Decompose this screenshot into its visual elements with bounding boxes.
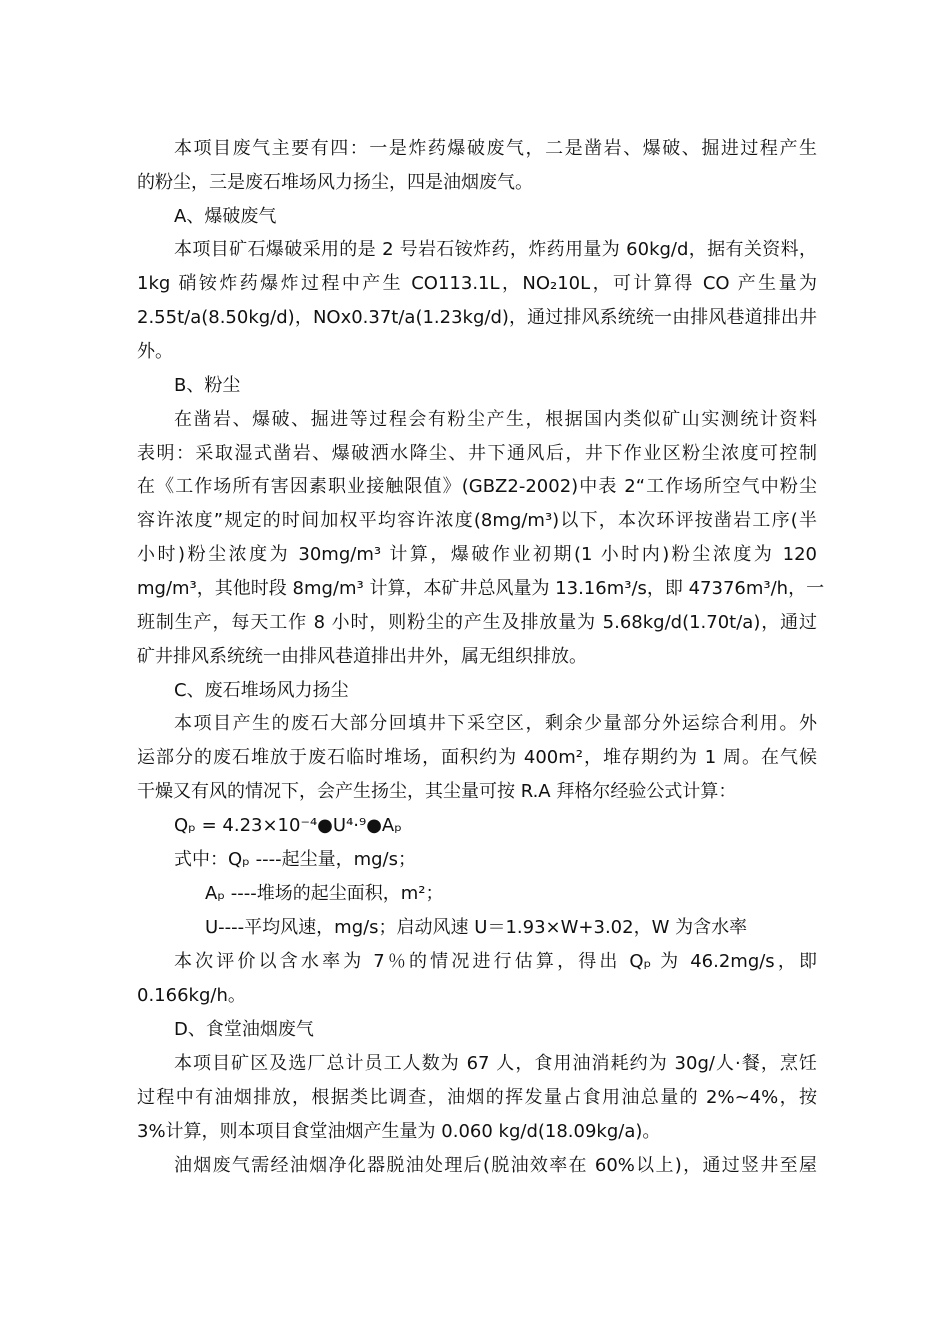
paragraph-c-line-3: 干燥又有风的情况下，会产生扬尘，其尘量可按 R.A 拜格尔经验公式计算： [137, 781, 737, 802]
paragraph-c-line-1: 本项目产生的废石大部分回填井下采空区，剩余少量部分外运综合利用。外 [174, 713, 817, 734]
paragraph-d-line-4: 油烟废气需经油烟净化器脱油处理后(脱油效率在 60%以上)，通过竖井至屋 [174, 1155, 817, 1176]
section-heading-a: A、爆破废气 [174, 206, 277, 227]
formula-where-line-1: 式中：Qₚ ----起尘量，mg/s； [174, 849, 416, 870]
paragraph-b-line-1: 在凿岩、爆破、掘进等过程会有粉尘产生，根据国内类似矿山实测统计资料 [174, 409, 817, 430]
paragraph-b-line-5: 小时)粉尘浓度为 30mg/m³ 计算，爆破作业初期(1 小时内)粉尘浓度为 120 [137, 544, 817, 565]
paragraph-c-line-2: 运部分的废石堆放于废石临时堆场，面积约为 400m²，堆存期约为 1 周。在气候 [137, 747, 817, 768]
paragraph-a-line-1: 本项目矿石爆破采用的是 2 号岩石铵炸药，炸药用量为 60kg/d，据有关资料， [174, 239, 817, 260]
paragraph-b-line-7: 班制生产，每天工作 8 小时，则粉尘的产生及排放量为 5.68kg/d(1.70t/a)，通过 [137, 612, 817, 633]
paragraph-a-line-4: 外。 [137, 341, 173, 362]
formula-where-line-3: U----平均风速，mg/s；启动风速 U＝1.93×W+3.02，W 为含水率 [205, 917, 748, 938]
paragraph-b-line-4: 容许浓度”规定的时间加权平均容许浓度(8mg/m³)以下，本次环评按凿岩工序(半 [137, 510, 817, 531]
paragraph-c-line-5: 0.166kg/h。 [137, 985, 246, 1006]
section-heading-b: B、粉尘 [174, 375, 241, 396]
paragraph-intro-line-1: 本项目废气主要有四：一是炸药爆破废气，二是凿岩、爆破、掘进过程产生 [174, 138, 817, 159]
paragraph-b-line-3: 在《工作场所有害因素职业接触限值》(GBZ2-2002)中表 2“工作场所空气中粉尘 [137, 476, 817, 497]
paragraph-b-line-8: 矿井排风系统统一由排风巷道排出井外，属无组织排放。 [137, 646, 587, 667]
section-heading-d: D、食堂油烟废气 [174, 1019, 314, 1040]
paragraph-a-line-3: 2.55t/a(8.50kg/d)，NOx0.37t/a(1.23kg/d)，通过排风系统统一由排风巷道排出井 [137, 307, 817, 328]
section-heading-c: C、废石堆场风力扬尘 [174, 680, 349, 701]
paragraph-intro-line-2: 的粉尘，三是废石堆场风力扬尘，四是油烟废气。 [137, 172, 533, 193]
paragraph-b-line-6: mg/m³，其他时段 8mg/m³ 计算，本矿井总风量为 13.16m³/s，即 47376m³/h，一 [137, 578, 825, 599]
paragraph-d-line-1: 本项目矿区及选厂总计员工人数为 67 人，食用油消耗约为 30g/人·餐，烹饪 [174, 1053, 817, 1074]
paragraph-d-line-2: 过程中有油烟排放，根据类比调查，油烟的挥发量占食用油总量的 2%~4%，按 [137, 1087, 817, 1108]
formula: Qₚ = 4.23×10⁻⁴●U⁴·⁹●Aₚ [174, 815, 402, 836]
paragraph-a-line-2: 1kg 硝铵炸药爆炸过程中产生 CO113.1L，NO₂10L，可计算得 CO 产生量为 [137, 273, 817, 294]
formula-where-line-2: Aₚ ----堆场的起尘面积，m²； [205, 883, 444, 904]
paragraph-b-line-2: 表明：采取湿式凿岩、爆破洒水降尘、井下通风后，井下作业区粉尘浓度可控制 [137, 443, 817, 464]
paragraph-c-line-4: 本次评价以含水率为 7％的情况进行估算，得出 Qₚ 为 46.2mg/s，即 [174, 951, 817, 972]
paragraph-d-line-3: 3%计算，则本项目食堂油烟产生量为 0.060 kg/d(18.09kg/a)。 [137, 1121, 661, 1142]
